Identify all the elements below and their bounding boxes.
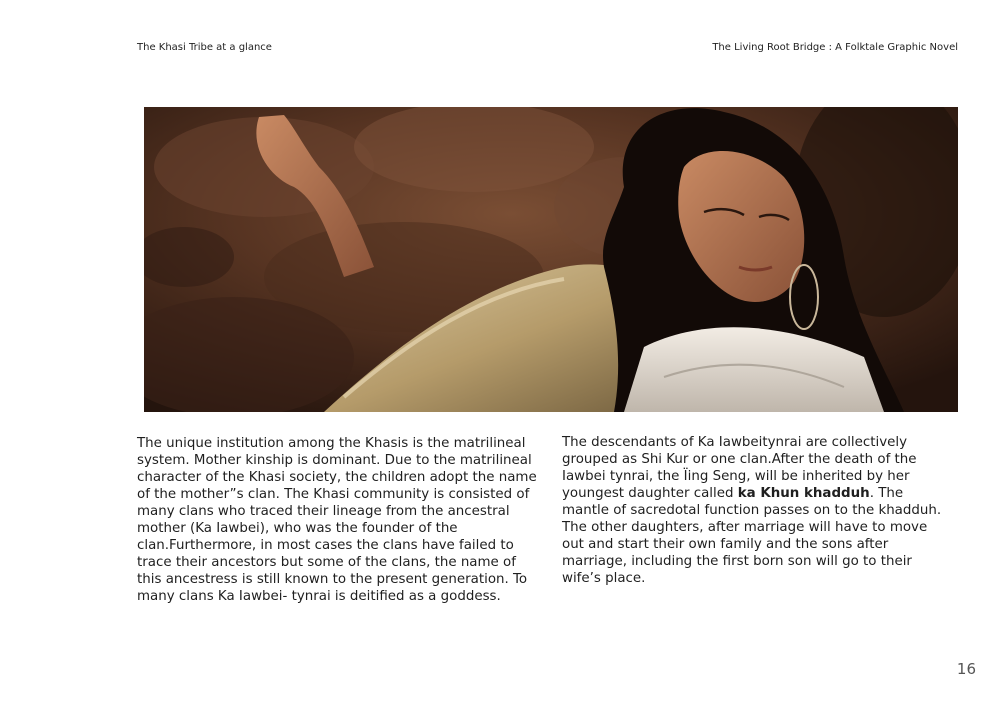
running-header-left: The Khasi Tribe at a glance xyxy=(137,42,272,53)
paragraph-text-part-1: The descendants of Ka Iawbeitynrai are collectively grouped as Shi Kur or one clan.After the death of the Iawbei tynrai, the Ïing Seng, will be inherited by her youngest daughter called xyxy=(562,435,917,501)
body-text-right xyxy=(562,434,947,587)
running-header-right: The Living Root Bridge : A Folktale Graphic Novel xyxy=(712,42,958,53)
bold-term-ka-khun-khadduh: ka Khun khadduh xyxy=(737,486,870,501)
page-number: 16 xyxy=(956,660,976,678)
paragraph-descendants xyxy=(562,434,947,587)
paragraph-text-part-2: . The mantle of sacredotal function passes on to the khadduh. The other daughters, after marriage will have to move out and start their own family and the sons after marriage, including the first born son will go to their wife’s place. xyxy=(562,486,942,586)
photo-girl-in-cave xyxy=(144,107,958,412)
body-text-left xyxy=(137,435,537,605)
paragraph-matrilineal: The unique institution among the Khasis is the matrilineal system. Mother kinship is dominant. Due to the matrilineal character of the Khasi society, the children adopt the name of the mother”s clan. The Khasi community is consisted of many clans who traced their lineage from the ancestral mother (Ka Iawbei), who was the founder of the clan.Furthermore, in most cases the clans have failed to trace their ancestors but some of the clans, the name of this ancestress is still known to the present generation. To many clans Ka Iawbei- tynrai is deitified as a goddess. xyxy=(137,436,537,604)
